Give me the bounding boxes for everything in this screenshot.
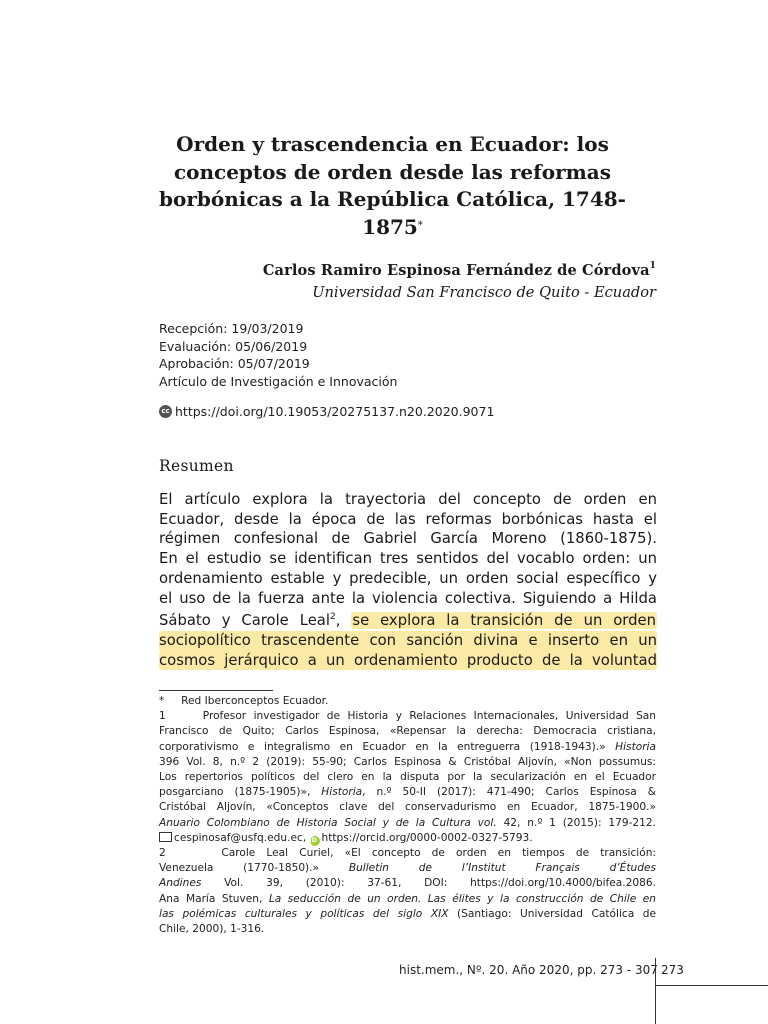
highlighted-line[interactable]: sociopolítico trascendente con sanción divina e inserto en un (159, 631, 657, 649)
footnote-text: , n.º 50-II (2017): 471-490; Carlos Espinosa & (362, 786, 656, 799)
abstract-text: , (335, 612, 341, 630)
footnote-text: corporativismo e integralismo en Ecuador en la entreguerra (1918-1943).» (159, 740, 616, 753)
footnote-1-line: Los repertorios políticos del clero en la disputa por la secularización en el Ecuador (159, 771, 656, 784)
footnote-text: Vol. 39, (2010): 37-61, DOI: https://doi.org/10.4000/bifea.2086. (201, 877, 656, 890)
footnote-rule (159, 690, 273, 691)
footnote-1-line: Francisco de Quito; Carlos Espinosa, «Repensar la derecha: Democracia cristiana, (159, 725, 656, 738)
abstract-line: el uso de la fuerza ante la violencia colectiva. Siguiendo a Hilda (159, 589, 657, 607)
author-name (263, 262, 656, 279)
footnote-2-line (159, 861, 656, 876)
orcid-icon: iD (310, 836, 320, 846)
abstract-body (159, 490, 657, 670)
footnote-italic: Anuario Colombiano de Historia Social y de la Cultura vol. (159, 816, 497, 829)
footnote-text: (Santiago: Universidad Católica de (448, 907, 656, 920)
approval-date: Aprobación: 05/07/2019 (159, 356, 310, 371)
highlighted-text[interactable]: se explora la transición de un orden (352, 612, 656, 630)
article-type: Artículo de Investigación e Innovación (159, 373, 398, 389)
submission-dates (159, 320, 397, 390)
received-date: Recepción: 19/03/2019 (159, 321, 304, 336)
footnote-1-line: Cristóbal Aljovín, «Conceptos clave del conservadurismo en Ecuador, 1875-1900.» (159, 801, 656, 814)
footnote-star: * Red Iberconceptos Ecuador. (159, 695, 329, 707)
footnote-2-line (159, 907, 656, 922)
author-footnote-mark[interactable]: 1 (649, 261, 656, 271)
doi-line (159, 404, 494, 419)
footnote-ref-2[interactable]: 2 (329, 612, 336, 623)
doi-link[interactable]: https://doi.org/10.19053/20275137.n20.2020.9071 (175, 404, 495, 419)
footnote-1-line: 396 Vol. 8, n.º 2 (2019): 55-90; Carlos Espinosa & Cristóbal Aljovín, «Non possumus: (159, 755, 656, 768)
creative-commons-icon: cc (159, 405, 172, 418)
page-number: 273 (661, 963, 684, 977)
article-title-text: Orden y trascendencia en Ecuador: los conceptos de orden desde las reformas borbónicas a la República Católica, 1748-1875 (159, 132, 626, 239)
author-name-text: Carlos Ramiro Espinosa Fernández de Córdova (262, 262, 650, 279)
abstract-line: ordenamiento estable y predecible, un orden social específico y (159, 569, 657, 587)
envelope-icon (159, 832, 172, 842)
footnote-italic: Historia (615, 740, 656, 753)
footnote-text: posgarciano (1875-1905)», (159, 786, 322, 799)
footnote-2-line (159, 892, 656, 907)
footnote-1-line (159, 785, 656, 800)
abstract-line: régimen confesional de Gabriel García Moreno (1860-1875). (159, 530, 657, 548)
abstract-line (159, 608, 657, 631)
footnote-1-line (159, 816, 656, 831)
footnote-2-line: 2 Carole Leal Curiel, «El concepto de orden en tiempos de transición: (159, 847, 656, 860)
orcid-link[interactable]: https://orcid.org/0000-0002-0327-5793. (321, 831, 533, 844)
footnote-2-line (159, 876, 656, 891)
abstract-heading: Resumen (159, 457, 234, 475)
footnote-italic: Historia (321, 786, 363, 799)
abstract-text: Sábato y Carole Leal (159, 612, 330, 630)
footnote-1-line (159, 740, 656, 755)
footnote-text: Ana María Stuven, (159, 892, 269, 905)
footnote-text: 42, n.º 1 (2015): 179-212. (496, 816, 656, 829)
abstract-line: El artículo explora la trayectoria del concepto de orden en (159, 491, 657, 508)
footnote-2-line: Chile, 2000), 1-316. (159, 923, 265, 936)
footer-horizontal-rule (655, 985, 768, 986)
footnote-text: Venezuela (1770-1850).» (159, 862, 349, 875)
running-footer: hist.mem., Nº. 20. Año 2020, pp. 273 - 307 (399, 963, 658, 977)
footnotes (159, 694, 656, 937)
footnote-italic: las polémicas culturales y políticas del siglo XIX (159, 907, 449, 920)
footer-vertical-rule (655, 958, 656, 1024)
article-title (150, 131, 635, 241)
footnote-1-contact (159, 831, 656, 846)
evaluation-date: Evaluación: 05/06/2019 (159, 338, 308, 354)
email-link[interactable]: cespinosaf@usfq.edu.ec, (174, 831, 307, 844)
title-footnote-mark[interactable]: * (417, 219, 423, 231)
abstract-line: En el estudio se identifican tres sentidos del vocablo orden: un (159, 550, 657, 568)
highlighted-line[interactable]: cosmos jerárquico a un ordenamiento producto de la voluntad (159, 651, 657, 669)
footnote-italic: Bulletin de l’Institut Français d’Études (348, 862, 656, 875)
footnote-italic: La seducción de un orden. Las élites y la construcción de Chile en (268, 892, 656, 905)
author-affiliation: Universidad San Francisco de Quito - Ecuador (312, 284, 656, 301)
abstract-line: Ecuador, desde la época de las reformas borbónicas hasta el (159, 510, 657, 528)
footnote-italic: Andines (159, 877, 202, 890)
footnote-1-line: 1 Profesor investigador de Historia y Relaciones Internacionales, Universidad San (159, 710, 656, 723)
